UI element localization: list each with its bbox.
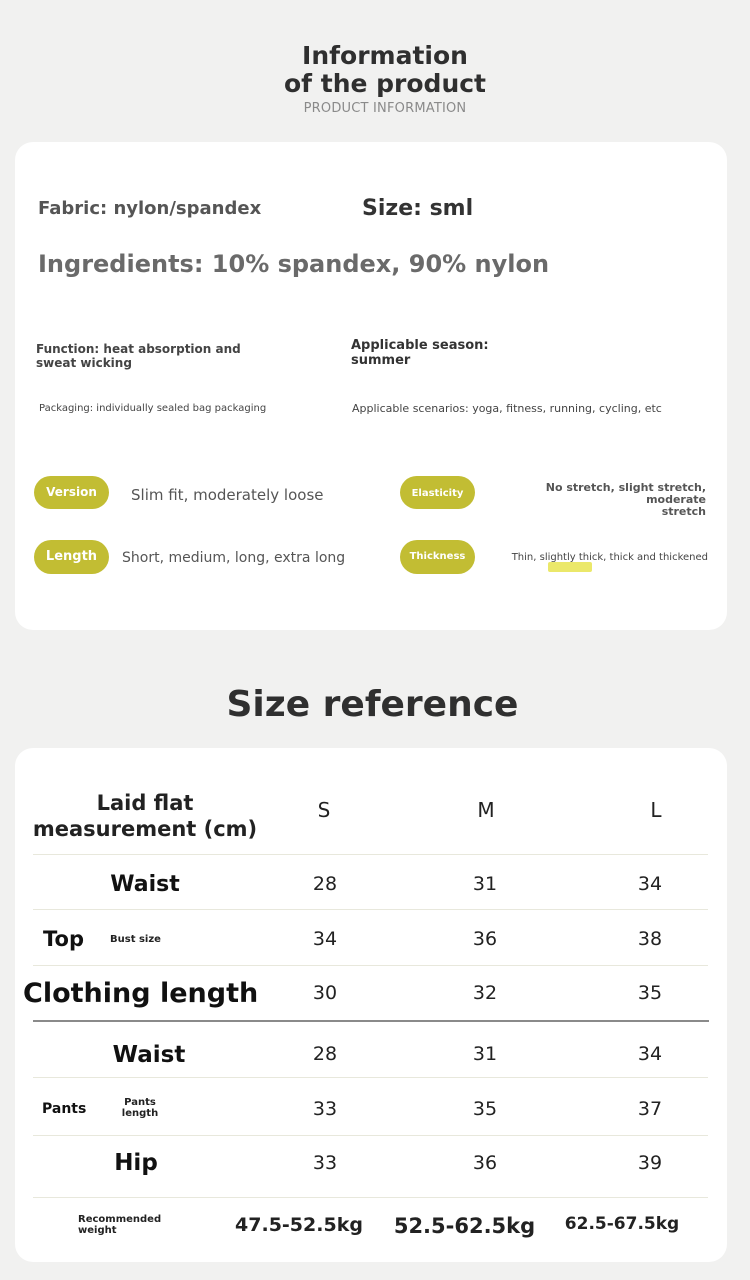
fabric-text: Fabric: nylon/spandex xyxy=(38,198,262,219)
elasticity-value-line1: No stretch, slight stretch, moderate xyxy=(545,481,706,506)
row-divider xyxy=(33,909,708,910)
size-col-l: L xyxy=(650,798,662,822)
page-title xyxy=(0,42,750,98)
table-header-measurement xyxy=(30,790,260,842)
table-cell: 32 xyxy=(472,982,498,1004)
table-cell: 30 xyxy=(312,982,338,1004)
table-cell: 33 xyxy=(312,1152,338,1174)
thickness-value: Thin, slightly thick, thick and thickened xyxy=(511,552,708,563)
table-cell: 36 xyxy=(472,928,498,950)
table-cell: 37 xyxy=(637,1098,663,1120)
ingredients-text: Ingredients: 10% spandex, 90% nylon xyxy=(38,250,550,278)
pants-length-label-line2: length xyxy=(121,1108,159,1119)
elasticity-value xyxy=(488,482,706,518)
season-text xyxy=(351,338,531,368)
function-line1: Function: heat absorption and xyxy=(36,342,241,356)
table-cell: 34 xyxy=(637,1043,663,1065)
recommended-weight-label xyxy=(78,1214,161,1236)
table-cell: 35 xyxy=(637,982,663,1004)
table-cell: 38 xyxy=(637,928,663,950)
bust-size-label: Bust size xyxy=(110,934,161,945)
function-text xyxy=(36,342,276,370)
packaging-text: Packaging: individually sealed bag packaging xyxy=(39,403,267,414)
weight-s: 47.5-52.5kg xyxy=(235,1214,363,1236)
table-cell: 28 xyxy=(312,1043,338,1065)
table-cell: 31 xyxy=(472,1043,498,1065)
row-divider xyxy=(33,1135,708,1136)
hip-label: Hip xyxy=(114,1150,158,1176)
size-col-s: S xyxy=(317,798,331,822)
season-line1: Applicable season: xyxy=(351,338,489,353)
row-divider xyxy=(33,1197,708,1198)
weight-l: 62.5-67.5kg xyxy=(564,1214,680,1234)
recommended-weight-line1: Recommended xyxy=(78,1214,162,1225)
top-waist-label: Waist xyxy=(110,872,180,897)
section-divider xyxy=(33,1020,709,1022)
pants-waist-label: Waist xyxy=(112,1042,186,1068)
table-cell: 39 xyxy=(637,1152,663,1174)
table-cell: 31 xyxy=(472,873,498,895)
season-line2: summer xyxy=(351,353,411,368)
size-col-m: M xyxy=(477,798,495,822)
page-title-line1: Information xyxy=(302,41,468,70)
version-value: Slim fit, moderately loose xyxy=(131,486,324,504)
highlight-mark xyxy=(548,562,592,572)
elasticity-badge: Elasticity xyxy=(400,476,475,509)
weight-m: 52.5-62.5kg xyxy=(393,1214,536,1238)
table-header-line1: Laid flat xyxy=(96,791,194,815)
function-line2: sweat wicking xyxy=(36,356,132,370)
pants-length-label-line1: Pants xyxy=(124,1097,156,1108)
page-subtitle: PRODUCT INFORMATION xyxy=(303,101,467,116)
recommended-weight-line2: weight xyxy=(78,1225,117,1236)
row-divider xyxy=(33,965,708,966)
size-reference-title: Size reference xyxy=(226,684,519,725)
version-badge: Version xyxy=(34,476,109,509)
length-badge: Length xyxy=(34,540,109,574)
clothing-length-label: Clothing length xyxy=(23,978,259,1009)
table-cell: 33 xyxy=(312,1098,338,1120)
table-cell: 34 xyxy=(312,928,338,950)
pants-group-label: Pants xyxy=(42,1101,87,1117)
pants-length-label xyxy=(118,1097,162,1119)
row-divider xyxy=(33,1077,708,1078)
length-value: Short, medium, long, extra long xyxy=(122,550,346,566)
table-cell: 36 xyxy=(472,1152,498,1174)
elasticity-value-line2: stretch xyxy=(661,505,706,518)
page-title-line2: of the product xyxy=(283,69,487,98)
row-divider xyxy=(33,854,708,855)
top-group-label: Top xyxy=(43,927,84,951)
scenarios-text: Applicable scenarios: yoga, fitness, running, cycling, etc xyxy=(352,402,662,415)
table-cell: 35 xyxy=(472,1098,498,1120)
table-cell: 34 xyxy=(637,873,663,895)
table-header-line2: measurement (cm) xyxy=(32,817,258,841)
size-text: Size: sml xyxy=(362,196,474,221)
thickness-badge: Thickness xyxy=(400,540,475,574)
table-cell: 28 xyxy=(312,873,338,895)
